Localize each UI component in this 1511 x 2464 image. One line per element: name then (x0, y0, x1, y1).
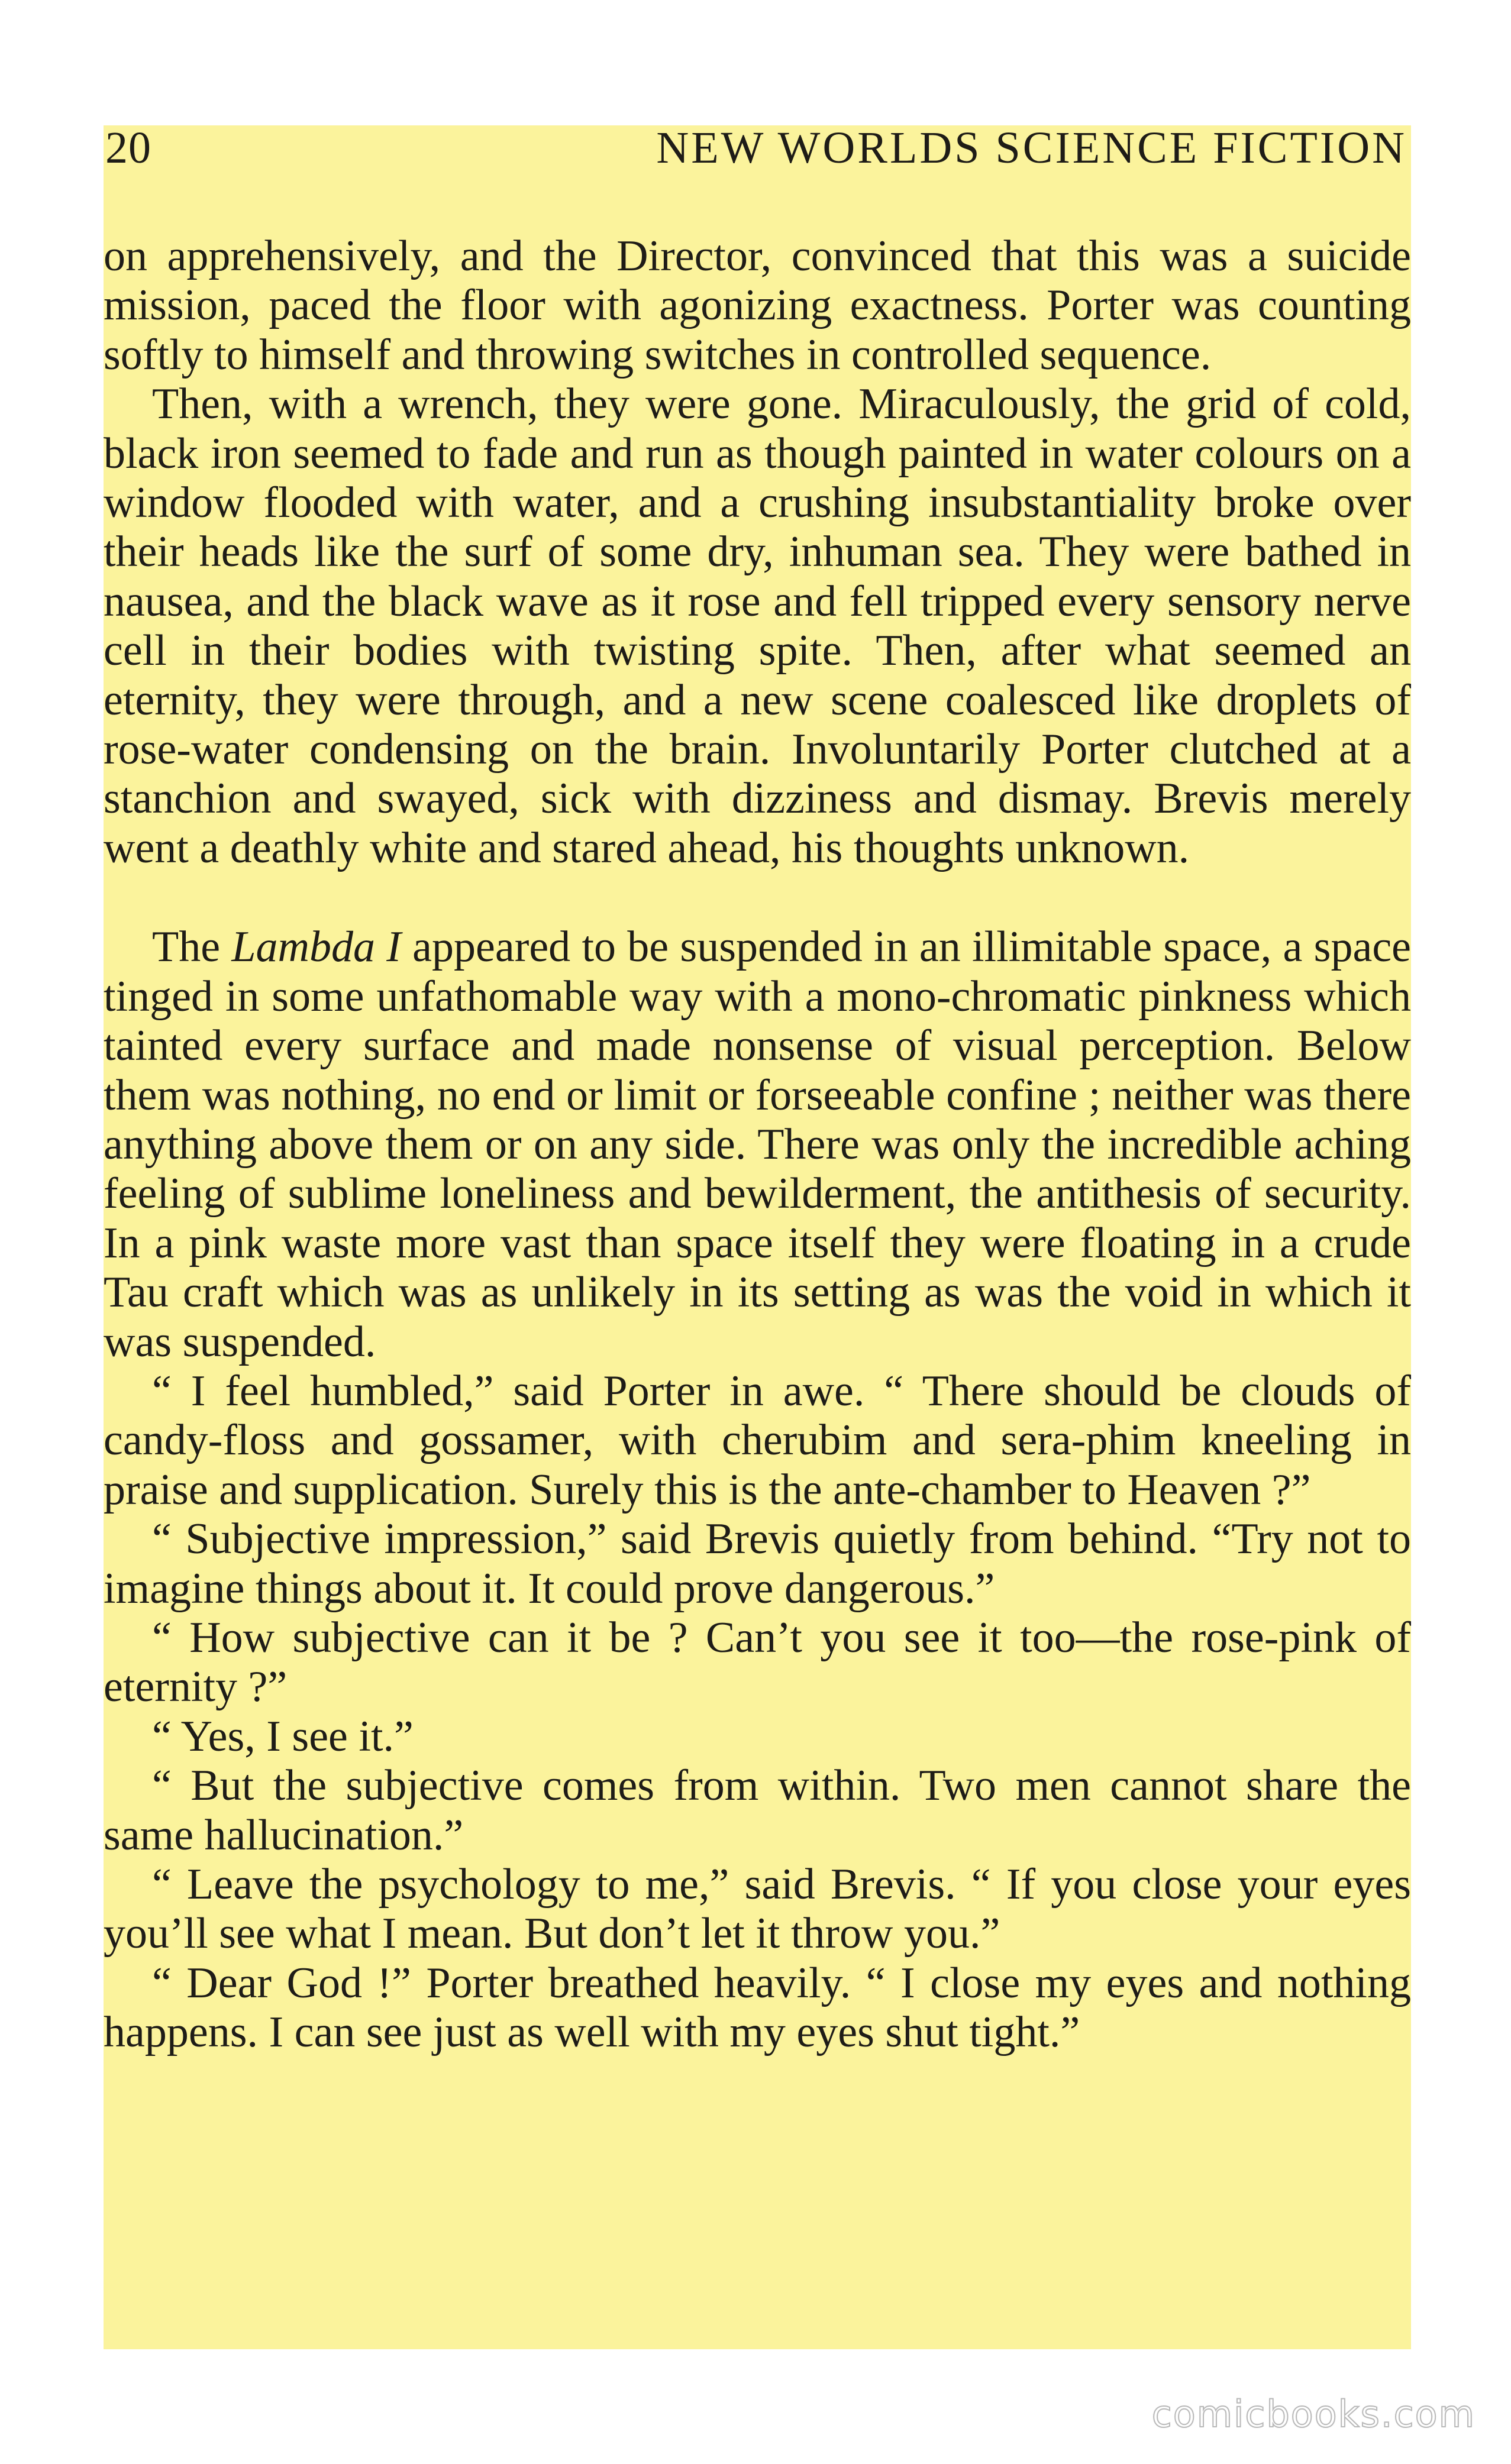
paragraph-1: on apprehensively, and the Director, convinced that this was a suicide mission, paced the floor with agonizing exactness. Porter was counting softly to himself and throwing switches in controlled sequence. (104, 232, 1411, 379)
paragraph-4: “ I feel humbled,” said Porter in awe. “ There should be clouds of candy-floss and gossamer, with cherubim and sera-phim kneeling in praise and supplication. Surely this is the ante-chamber to Heaven ?” (104, 1366, 1411, 1514)
page-number: 20 (105, 123, 151, 173)
story-text (104, 232, 1411, 2058)
page-header (105, 121, 1407, 174)
paragraph-6: “ How subjective can it be ? Can’t you see it too—the rose-pink of eternity ?” (104, 1613, 1411, 1712)
paragraph-8: “ But the subjective comes from within. Two men cannot share the same hallucination.” (104, 1761, 1411, 1860)
paragraph-3-before: The (152, 923, 232, 972)
paragraph-9: “ Leave the psychology to me,” said Brevis. “ If you close your eyes you’ll see what I mean. But don’t let it throw you.” (104, 1860, 1411, 1958)
paragraph-5: “ Subjective impression,” said Brevis quietly from behind. “Try not to imagine things about it. It could prove dangerous.” (104, 1515, 1411, 1613)
paragraph-3 (104, 923, 1411, 1367)
watermark: comicbooks.com (1151, 2392, 1476, 2436)
ship-name: Lambda I (231, 923, 401, 972)
paragraph-7: “ Yes, I see it.” (152, 1712, 414, 1761)
highlighted-text-block (104, 125, 1411, 2349)
paragraph-2: Then, with a wrench, they were gone. Miraculously, the grid of cold, black iron seemed to fade and run as though painted in water colours on a window flooded with water, and a crushing insubstantiality broke over their heads like the surf of some dry, inhuman sea. They were bathed in nausea, and the black wave as it rose and fell tripped every sensory nerve cell in their bodies with twisting spite. Then, after what seemed an eternity, they were through, and a new scene coalesced like droplets of rose-water condensing on the brain. Involuntarily Porter clutched at a stanchion and swayed, sick with dizziness and dismay. Brevis merely went a deathly white and stared ahead, his thoughts unknown. (104, 380, 1411, 872)
paragraph-3-after: appeared to be suspended in an illimitable space, a space tinged in some unfathomable way with a mono-chromatic pinkness which tainted every surface and made nonsense of visual perception. Below them was nothing, no end or limit or forseeable confine ; neither was there anything above them or on any side. There was only the incredible aching feeling of sublime loneliness and bewilderment, the antithesis of security. In a pink waste more vast than space itself they were floating in a crude Tau craft which was as unlikely in its setting as was the void in which it was suspended. (104, 923, 1412, 1366)
paragraph-10: “ Dear God !” Porter breathed heavily. “ I close my eyes and nothing happens. I can see just as well with my eyes shut tight.” (104, 1958, 1411, 2057)
running-title: NEW WORLDS SCIENCE FICTION (656, 123, 1407, 173)
